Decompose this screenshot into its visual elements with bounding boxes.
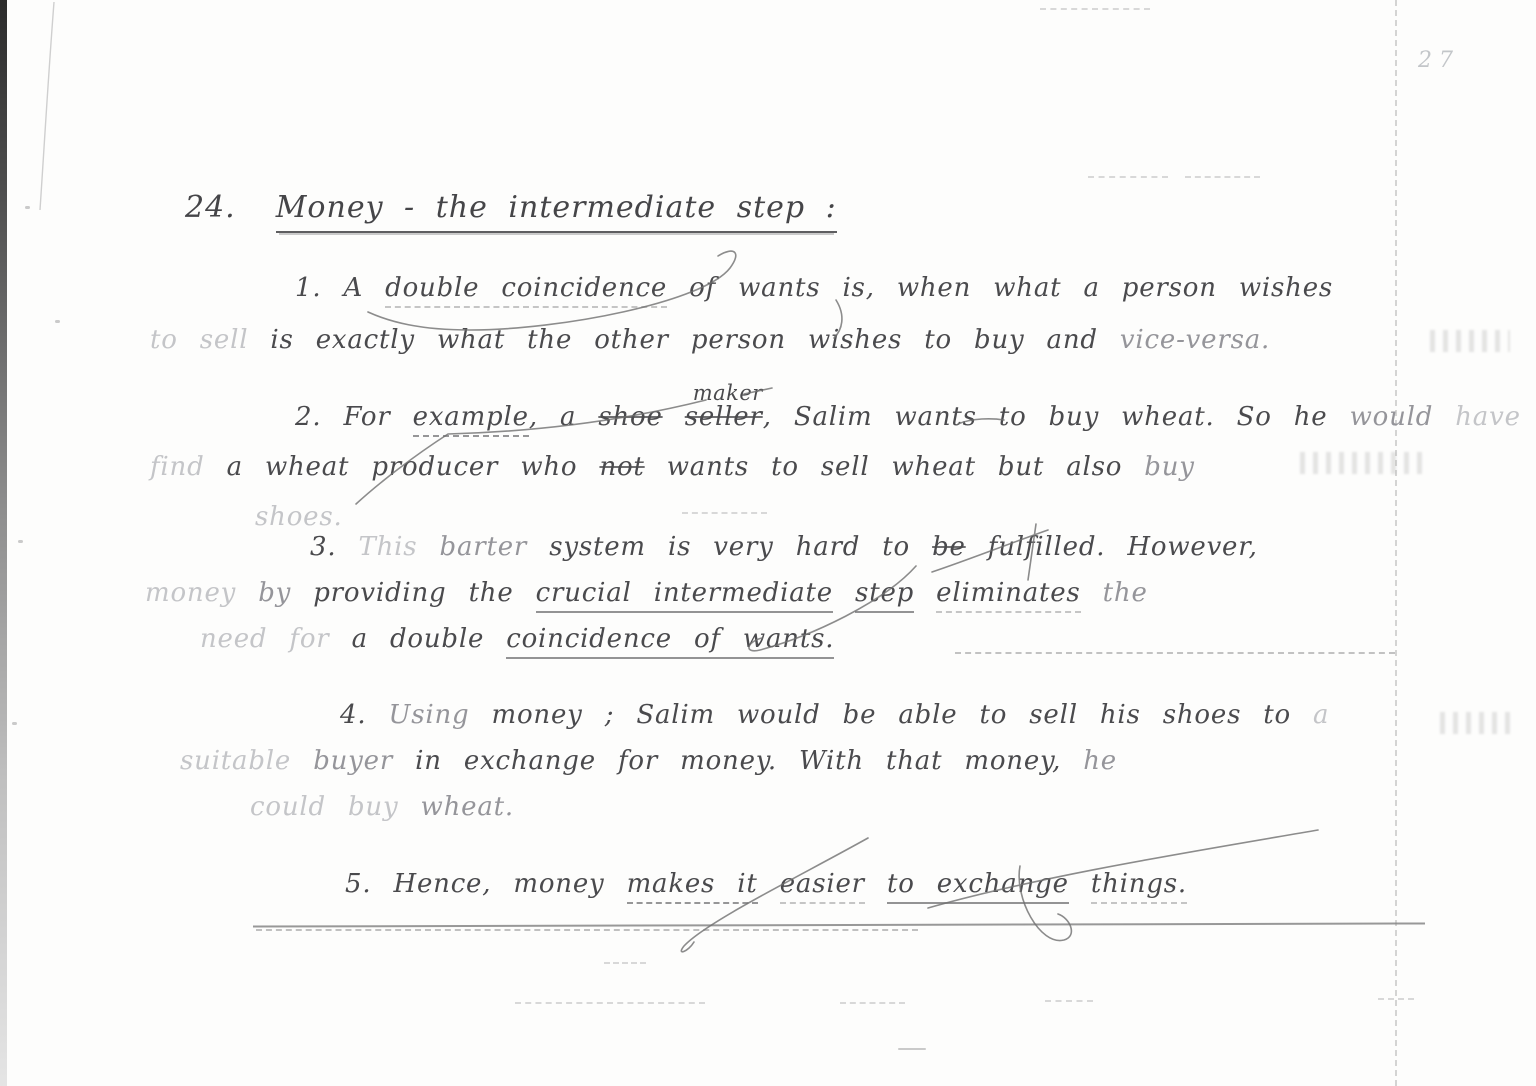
- handwritten-word: wheat.: [420, 792, 514, 822]
- handwritten-word: is exactly what the other person wishes to buy and: [248, 325, 1120, 355]
- note-5: [150, 858, 1187, 910]
- handwritten-word: [1069, 869, 1091, 899]
- speck: [18, 540, 23, 543]
- ghost-rule: [515, 1002, 705, 1004]
- handwritten-word: coincidence of wants.: [506, 624, 834, 659]
- note-line: [200, 616, 1258, 662]
- note-line: [180, 738, 1329, 784]
- handwritten-word: 3.: [310, 532, 359, 562]
- handwritten-word: easier: [780, 869, 865, 904]
- handwritten-word: money ; Salim would be able to sell his shoes to: [469, 700, 1314, 730]
- handwritten-word: the: [1102, 578, 1148, 608]
- handwritten-word: by: [258, 578, 292, 608]
- ghost-rule: [1185, 176, 1260, 178]
- handwritten-word: have: [1455, 402, 1521, 432]
- scan-left-edge: [0, 0, 7, 1086]
- handwritten-word: need for: [200, 624, 330, 654]
- ghost-rule: [604, 962, 646, 964]
- handwritten-word: [417, 532, 439, 562]
- note-4: [150, 692, 1329, 830]
- handwritten-word: A: [343, 273, 386, 303]
- handwritten-word: suitable: [180, 746, 292, 776]
- handwritten-word: [833, 578, 855, 608]
- handwritten-word: [236, 578, 258, 608]
- note-line: [145, 570, 1258, 616]
- handwritten-word: double coincidence: [385, 273, 667, 308]
- handwritten-word: system is very hard to: [527, 532, 933, 562]
- note-line: [250, 784, 1329, 830]
- handwritten-word: shoes.: [255, 502, 343, 532]
- handwritten-word: , Salim wants to buy wheat. So he: [762, 402, 1350, 432]
- handwritten-word: makes it: [627, 869, 758, 904]
- handwritten-word: be: [932, 532, 966, 562]
- scan-crease-line: [40, 2, 54, 210]
- note-line: [345, 858, 1187, 910]
- ghost-rule: [840, 1002, 905, 1004]
- handwritten-word: For: [343, 402, 413, 432]
- handwritten-word: find: [150, 452, 205, 482]
- handwritten-word: to sell: [150, 325, 249, 355]
- handwritten-word: seller maker: [685, 392, 763, 442]
- handwritten-word: [1081, 578, 1103, 608]
- note-line: [295, 381, 1521, 442]
- note-1: [150, 262, 1333, 366]
- handwritten-word: shoe: [598, 402, 663, 432]
- handwritten-word: barter: [439, 532, 528, 562]
- ghost-rule: [1040, 8, 1150, 10]
- handwritten-word: wants to sell wheat but also: [644, 452, 1145, 482]
- speck: [12, 722, 17, 725]
- handwritten-word: crucial intermediate: [536, 578, 833, 613]
- handwritten-word: providing the: [291, 578, 536, 608]
- handwritten-word: a wheat producer who: [204, 452, 600, 482]
- bottom-rule-shadow: [256, 929, 918, 931]
- ghost-rule: [1088, 176, 1168, 178]
- handwritten-word: [914, 578, 936, 608]
- handwritten-word: Using: [388, 700, 470, 730]
- handwritten-word: fulfilled. However,: [965, 532, 1258, 562]
- handwritten-word: not: [599, 452, 645, 482]
- handwritten-word: a: [1313, 700, 1330, 730]
- handwritten-word: a double: [329, 624, 507, 654]
- handwritten-word: Hence, money: [393, 869, 627, 899]
- faded-ink-smudge: [1440, 712, 1510, 734]
- handwritten-word: [663, 402, 685, 432]
- ghost-rule: [1378, 998, 1414, 1000]
- handwritten-word: would: [1349, 402, 1434, 432]
- ghost-rule: [1045, 1000, 1093, 1002]
- speck: [898, 1048, 926, 1050]
- note-line: [295, 262, 1333, 314]
- speck: [25, 206, 30, 209]
- handwritten-word: example: [413, 402, 529, 437]
- handwritten-word: money: [145, 578, 237, 608]
- handwritten-word: [398, 792, 420, 822]
- speck: [55, 320, 60, 323]
- note-3: [145, 524, 1258, 662]
- handwritten-word: buyer: [313, 746, 394, 776]
- handwritten-word: buy: [1144, 452, 1195, 482]
- note-line: [150, 442, 1521, 492]
- note-line: [340, 692, 1329, 738]
- handwritten-word: to exchange: [887, 869, 1069, 904]
- handwritten-word: he: [1083, 746, 1117, 776]
- handwritten-word: , a: [528, 402, 599, 432]
- faded-ink-smudge: [1430, 330, 1510, 352]
- handwritten-word: of wants is, when what a person wishes: [667, 273, 1334, 303]
- note-2: [150, 381, 1521, 542]
- section-header: [185, 190, 837, 233]
- note-line: [150, 314, 1333, 366]
- section-title: Money - the intermediate step :: [276, 190, 837, 233]
- section-number: 24.: [185, 190, 236, 225]
- handwritten-word: could buy: [250, 792, 399, 822]
- handwritten-word: 1.: [295, 273, 344, 303]
- handwritten-word: [291, 746, 313, 776]
- page-number: 27: [1418, 48, 1460, 73]
- handwritten-word: eliminates: [936, 578, 1080, 613]
- handwritten-word: in exchange for money. With that money,: [393, 746, 1084, 776]
- handwritten-word: 5.: [345, 869, 394, 899]
- handwritten-word: This: [358, 532, 418, 562]
- bottom-rule: [253, 922, 1425, 927]
- handwritten-word: [1433, 402, 1455, 432]
- handwritten-word: [865, 869, 887, 899]
- handwritten-word: 4.: [340, 700, 389, 730]
- note-line: [310, 524, 1258, 570]
- handwritten-word: 2.: [295, 402, 344, 432]
- handwritten-word: vice-versa.: [1119, 325, 1271, 355]
- inserted-correction-word: maker: [692, 381, 763, 405]
- handwritten-word: step: [855, 578, 914, 613]
- handwritten-word: things.: [1091, 869, 1187, 904]
- handwritten-word: [758, 869, 780, 899]
